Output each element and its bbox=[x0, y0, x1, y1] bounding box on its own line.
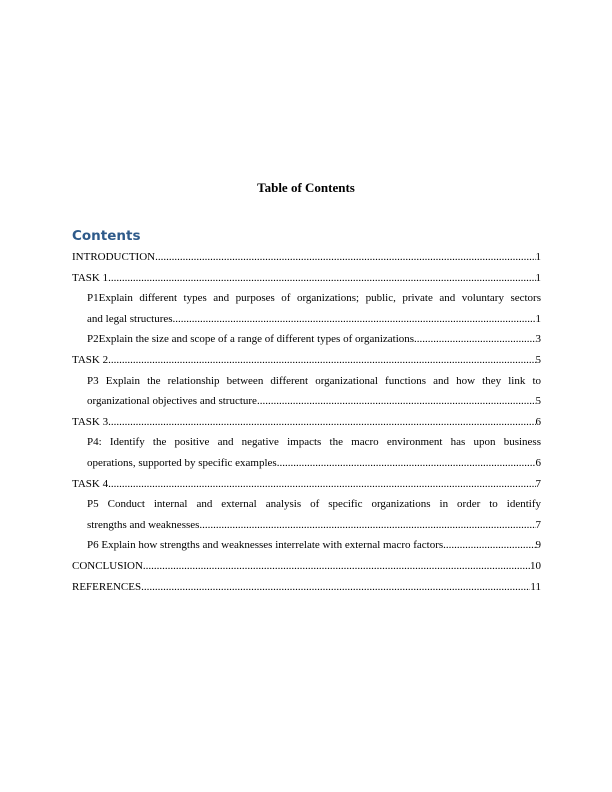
toc-page-number: 6 bbox=[535, 456, 541, 469]
toc-entry-text: TASK 1 bbox=[72, 271, 109, 284]
toc-entry-text: organizational objectives and structure bbox=[87, 395, 257, 408]
toc-item bbox=[72, 371, 541, 412]
toc-entry-row bbox=[72, 412, 541, 433]
toc-entry-link[interactable] bbox=[72, 371, 541, 412]
toc-entry-link[interactable] bbox=[72, 432, 541, 473]
toc-page-number: 7 bbox=[535, 518, 541, 531]
toc-entry-row bbox=[87, 453, 541, 474]
toc-entry-row bbox=[87, 515, 541, 536]
toc-entry-text: TASK 2 bbox=[72, 353, 109, 366]
toc-entry-text: P2Explain the size and scope of a range of different types of organizations bbox=[87, 333, 415, 346]
toc-entry-row bbox=[87, 391, 541, 412]
toc-item bbox=[72, 494, 541, 535]
dot-leader bbox=[108, 412, 535, 433]
dot-leader bbox=[108, 474, 535, 495]
toc-item bbox=[72, 432, 541, 473]
dot-leader bbox=[108, 350, 535, 371]
dot-leader bbox=[277, 453, 536, 474]
toc-entry-link[interactable] bbox=[72, 288, 541, 329]
toc-entry-row bbox=[72, 247, 541, 268]
toc-entry-row bbox=[87, 329, 541, 350]
toc-entry-text: P6 Explain how strengths and weaknesses interrelate with external macro factors bbox=[87, 539, 444, 552]
toc-entry-row bbox=[72, 268, 541, 289]
toc-entry-link[interactable] bbox=[72, 535, 541, 556]
dot-leader bbox=[199, 515, 535, 536]
toc-entry-text: TASK 3 bbox=[72, 415, 109, 428]
toc-item bbox=[72, 268, 541, 289]
toc-entry-link[interactable] bbox=[72, 247, 541, 268]
toc-entry-text: TASK 4 bbox=[72, 477, 109, 490]
toc-entry-text: strengths and weaknesses bbox=[87, 518, 200, 531]
toc-entry-text: INTRODUCTION bbox=[72, 251, 156, 263]
dot-leader bbox=[108, 268, 535, 289]
toc-entry-row bbox=[72, 474, 541, 495]
page-title: Table of Contents bbox=[257, 180, 355, 195]
toc-page-number: 9 bbox=[535, 539, 541, 552]
toc-item bbox=[72, 288, 541, 329]
toc-entry-text: REFERENCES bbox=[72, 580, 142, 593]
toc-entry-text: CONCLUSION bbox=[72, 559, 143, 572]
toc-page-number: 3 bbox=[535, 333, 541, 346]
toc-entry-link[interactable] bbox=[72, 494, 541, 535]
dot-leader bbox=[155, 247, 535, 268]
toc-entry-link[interactable] bbox=[72, 412, 541, 433]
toc-item bbox=[72, 474, 541, 495]
toc-item bbox=[72, 329, 541, 350]
toc-entry-text-line-1: P4: Identify the positive and negative impacts the macro environment has upon business bbox=[87, 436, 541, 449]
toc-entry-row bbox=[72, 577, 541, 598]
toc-entry-link[interactable] bbox=[72, 556, 541, 577]
toc-entry-row bbox=[72, 556, 541, 577]
toc-page-number: 11 bbox=[530, 580, 541, 593]
toc-list bbox=[72, 247, 541, 597]
toc-entry-link[interactable] bbox=[72, 329, 541, 350]
dot-leader bbox=[173, 309, 536, 330]
toc-entry-text: operations, supported by specific examples bbox=[87, 456, 277, 469]
toc-page-number: 7 bbox=[535, 477, 541, 490]
toc-entry-row bbox=[87, 309, 541, 330]
toc-page-number: 10 bbox=[530, 559, 541, 572]
toc-entry-row bbox=[72, 350, 541, 371]
toc-page-number: 6 bbox=[535, 415, 541, 428]
dot-leader bbox=[143, 556, 530, 577]
toc-item bbox=[72, 247, 541, 268]
dot-leader bbox=[414, 329, 535, 350]
toc-entry-link[interactable] bbox=[72, 268, 541, 289]
dot-leader bbox=[443, 535, 535, 556]
dot-leader bbox=[257, 391, 536, 412]
toc-item bbox=[72, 412, 541, 433]
toc-entry-text-line-1: P3 Explain the relationship between different organizational functions and how they link to bbox=[87, 374, 541, 387]
toc-entry-text-line-1: P5 Conduct internal and external analysis of specific organizations in order to identify bbox=[87, 498, 541, 511]
toc-entry-text: and legal structures bbox=[87, 312, 173, 325]
toc-page-number: 1 bbox=[535, 271, 541, 284]
toc-entry-row bbox=[87, 535, 541, 556]
toc-item bbox=[72, 535, 541, 556]
dot-leader bbox=[141, 577, 530, 598]
toc-page-number: 5 bbox=[535, 395, 541, 408]
toc-page-number: 5 bbox=[535, 353, 541, 366]
toc-item bbox=[72, 350, 541, 371]
toc-heading: Contents bbox=[72, 228, 141, 244]
toc-item bbox=[72, 577, 541, 598]
toc-page-number: 1 bbox=[535, 312, 541, 325]
toc-entry-link[interactable] bbox=[72, 577, 541, 598]
toc-entry-link[interactable] bbox=[72, 350, 541, 371]
toc-entry-text-line-1: P1Explain different types and purposes of organizations; public, private and voluntary sectors bbox=[87, 292, 541, 305]
toc-entry-link[interactable] bbox=[72, 474, 541, 495]
toc-item bbox=[72, 556, 541, 577]
toc-page-number: 1 bbox=[535, 251, 541, 263]
